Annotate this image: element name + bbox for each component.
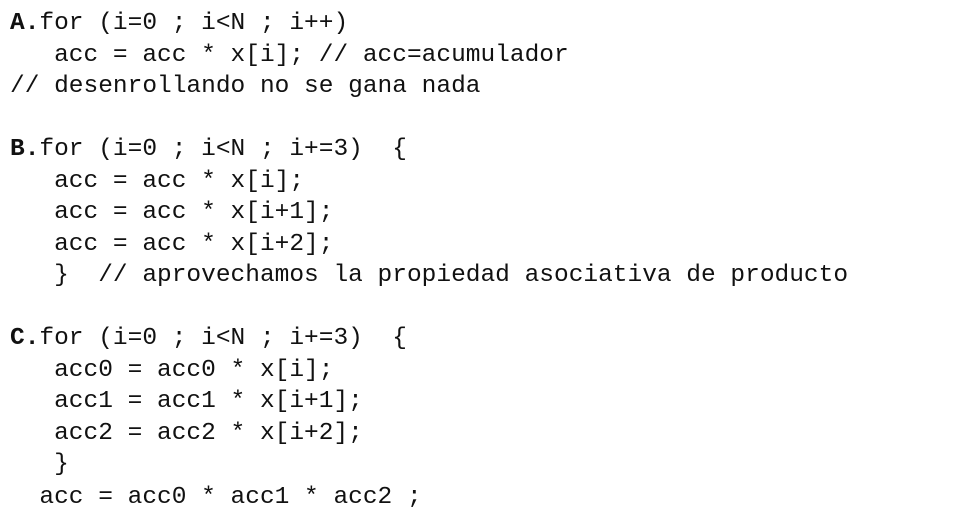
code-line-a-3: // desenrollando no se gana nada bbox=[10, 73, 481, 100]
code-line-b-3: acc = acc * x[i+1]; bbox=[10, 199, 334, 226]
code-text-a-1: for (i=0 ; i<N ; i++) bbox=[39, 10, 349, 37]
code-line-c-4: acc2 = acc2 * x[i+2]; bbox=[10, 419, 363, 447]
code-line-c-5: } bbox=[10, 451, 69, 478]
code-line-b-5: } // aprovechamos la propiedad asociativa de producto bbox=[10, 262, 849, 289]
code-line-c-3: acc1 = acc1 * x[i+1]; bbox=[10, 388, 363, 415]
code-text-c-1: for (i=0 ; i<N ; i+=3) { bbox=[39, 325, 407, 352]
code-line-c-6: acc = acc0 * acc1 * acc2 ; bbox=[10, 484, 422, 511]
code-line-c-2: acc0 = acc0 * x[i]; bbox=[10, 356, 334, 384]
code-line-b-4: acc = acc * x[i+2]; bbox=[10, 230, 334, 258]
code-line-a-1 bbox=[10, 8, 348, 40]
section-label-b: B. bbox=[10, 136, 40, 163]
code-line-b-1 bbox=[10, 134, 407, 166]
code-line-b-2: acc = acc * x[i]; bbox=[10, 167, 305, 195]
code-line-c-1 bbox=[10, 323, 407, 355]
section-label-a: A. bbox=[10, 10, 40, 37]
section-label-c: C. bbox=[10, 325, 40, 352]
code-text-b-1: for (i=0 ; i<N ; i+=3) { bbox=[39, 136, 407, 163]
code-line-a-2: acc = acc * x[i]; // acc=acumulador bbox=[10, 41, 569, 69]
